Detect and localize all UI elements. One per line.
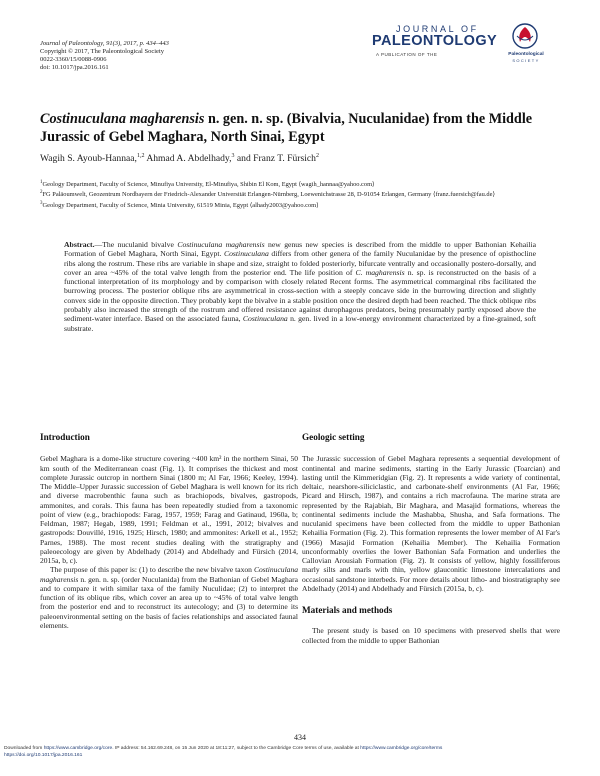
journal-meta bbox=[40, 40, 169, 72]
section-heading-materials-methods: Materials and methods bbox=[302, 605, 393, 615]
geologic-paragraph-1: The Jurassic succession of Gebel Maghara represents a sequential development of continental and marine sediments, starting in the Early Jurassic (Toarcian) and lasting until the Kimmeridgian (Fig. 2). It represents a wide variety of continental, deltaic, nearshore-siliciclastic, and carbonate-shelf environments (Al Far, 1966; Picard and Hirsch, 1987), and contains a rich macrofauna. The marine strata are represented by the Rajabiah, Bir Maghara, and Masajid formations, whereas the continental sediments include the Mashabba, Shusha, and Safa formations. The nuculanid specimens have been collected from the middle to upper Bathonian Kehailia Formation (Fig. 2). This formation represents the lower member of Al Far's (1966) Masajid Formation (Kehailia Member). The Kehailia Formation unconformably overlies the lower Bathonian Safa Formation and underlies the Callovian Arousiah Formation (Fig. 2). It consists of yellow, highly fossiliferous marly silts and marls with thin, yellow glauconitic limestone intercalations and occasional sandstone interbeds. For more details about litho- and biostratigraphy see Abdelhady (2014) and Abdelhady and Fürsich (2015a, b, c). bbox=[302, 454, 560, 593]
right-column bbox=[302, 433, 560, 645]
download-footer bbox=[4, 745, 596, 759]
footer-core-link[interactable]: https://www.cambridge.org/core bbox=[43, 746, 113, 751]
footer-terms-link[interactable]: https://www.cambridge.org/core/terms bbox=[360, 746, 443, 751]
intro-paragraph-1: Gebel Maghara is a dome-like structure covering ~400 km² in the northern Sinai, 50 km south of the Mediterranean coast (Fig. 1). It comprises the thickest and most complete Jurassic outcrop in northern Sinai (1800 m; Al Far, 1966; Keeley, 1994). The Middle–Upper Jurassic succession of Gebel Maghara is well known for its rich and diverse macrobenthic fauna such as brachiopods, bivalves, gastropods, ammonites, and corals. This fauna has been repeatedly studied from a taxonomic point of view (e.g., brachiopods: Farag, 1957, 1959; Farag and Gatinaud, 1960a, b; Feldman, 1987; Hegab, 1989, 1991; Feldman et al., 1991, 2012; bivalves and gastropods: Douvillé, 1916, 1925; Hirsch, 1980; and ammonites: Arkell et al., 1952; Parnes, 1988). The most recent studies dealing with the stratigraphy and paleoecology are given by Abdelhady (2014) and Abdelhady and Fürsich (2014, 2015a, b, c). bbox=[40, 454, 298, 565]
author-1: Wagih S. Ayoub-Hannaa, bbox=[40, 153, 137, 165]
doi-line: doi: 10.1017/jpa.2016.161 bbox=[40, 64, 109, 71]
section-heading-introduction: Introduction bbox=[40, 432, 90, 442]
footer-line-1: Downloaded from https://www.cambridge.org/core. IP address: 54.162.69.248, on 15 Jun 2020 at 18:11:27, subject to the Cambridge Core terms of use, available at https://www.cambridge.org/core/terms bbox=[4, 746, 443, 751]
logo-journal-of: JOURNAL OF bbox=[396, 24, 479, 34]
author-2-affil: 3 bbox=[231, 153, 235, 159]
logo-paleontology: PALEONTOLOGY bbox=[372, 33, 498, 49]
page-number: 434 bbox=[294, 733, 306, 742]
affiliation-2: $^2$FG Paläoumwelt, Geozentrum Nordbayern der Friedrich-Alexander Universität Erlangen-Nürnberg, Loewenichstrasse 28, D-91054 Erlangen, Germany ⟨franz.fuersich@fau.de⟩ bbox=[40, 190, 495, 199]
article-title bbox=[40, 110, 560, 146]
affiliations bbox=[40, 179, 570, 210]
logo-society-word: SOCIETY bbox=[512, 58, 540, 63]
methods-paragraph-1: The present study is based on 10 specimens with preserved shells that were collected from the middle to upper Bathonian bbox=[302, 626, 560, 645]
title-genus: Costinuculana magharensis bbox=[40, 111, 205, 127]
abstract-label: Abstract. bbox=[64, 240, 95, 249]
abstract: Abstract.—The nuculanid bivalve Costinuculana magharensis new genus new species is described from the middle to upper Bathonian Kehailia Formation of Gebel Maghara, North Sinai, Egypt. Costinuculana differs from other genera of the family Nuculanidae by the presence of opisthocline ribs along the rostrum. These ribs are variable in shape and size, straight to folded posteriorly, bifurcate ventrally and occasionally postero-dorsally, and cover an area ~45% of the total valve length from the posterior end. The life position of C. magharensis n. sp. is reconstructed on the basis of a functional interpretation of its morphology and by comparison with closely related Recent forms. The asymmetrical commarginal ribs facilitated the burrowing process. The posterior oblique ribs are asymmetrical in cross-section with a steeply concave side in the burrowing direction and slightly convex side in the opposite direction. They probably kept the bivalve in a stable position once the desired depth had been reached. The thick oblique ribs probably also increased the strength of the rostrum and offered resistance against durophagous predators, being presumably partly exposed above the sediment-water interface. Based on the associated fauna, Costinuculana n. gen. lived in a low-energy environment characterized by a fine-grained, soft substrate. bbox=[64, 240, 536, 333]
journal-logo bbox=[372, 22, 568, 64]
footer-doi-link[interactable]: https://doi.org/10.1017/jpa.2016.161 bbox=[4, 753, 83, 758]
title-rest: n. gen. n. sp. (Bivalvia, Nuculanidae) from the Middle Jurassic of Gebel Maghara, North Sinai, Egypt bbox=[40, 111, 533, 145]
footer-line-2 bbox=[4, 752, 596, 759]
journal-citation: Journal of Paleontology, 91(3), 2017, p. 434–443 bbox=[40, 40, 169, 47]
logo-society-name: Paleontological bbox=[508, 52, 544, 57]
author-3-affil: 2 bbox=[315, 153, 319, 159]
copyright-line: Copyright © 2017, The Paleontological Society bbox=[40, 48, 164, 55]
affiliation-1: $^1$Geology Department, Faculty of Science, Minufiya University, El-Minufiya, Shibin El Kom, Egypt ⟨wagih_hannaa@yahoo.com⟩ bbox=[40, 180, 375, 189]
logo-publication-of: A PUBLICATION OF THE bbox=[376, 52, 438, 57]
author-3: and Franz T. Fürsich bbox=[236, 153, 316, 165]
section-heading-geologic-setting: Geologic setting bbox=[302, 432, 365, 442]
author-1-affil: 1,2 bbox=[136, 153, 145, 159]
affiliation-3: $^3$Geology Department, Faculty of Science, Minia University, 61519 Minia, Egypt ⟨alhady2003@yahoo.com⟩ bbox=[40, 200, 319, 209]
author-2: Ahmad A. Abdelhady, bbox=[146, 153, 232, 165]
intro-paragraph-2: The purpose of this paper is: (1) to describe the new bivalve taxon Costinuculana magharensis n. gen. n. sp. (order Nuculanida) from the Bathonian of Gebel Maghara and to compare it with similar taxa of the family Nuculidae; (2) to interpret the function of its oblique ribs, which cover an area up to ~45% of total valve length from the posterior end and to reconstruct its autecology; and (3) to determine its paleoenvironmental setting on the basis of facies relationships and associated faunal elements. bbox=[40, 565, 298, 630]
issn-line: 0022-3360/15/0088-0906 bbox=[40, 56, 107, 63]
author-list bbox=[40, 153, 319, 164]
left-column bbox=[40, 433, 298, 630]
